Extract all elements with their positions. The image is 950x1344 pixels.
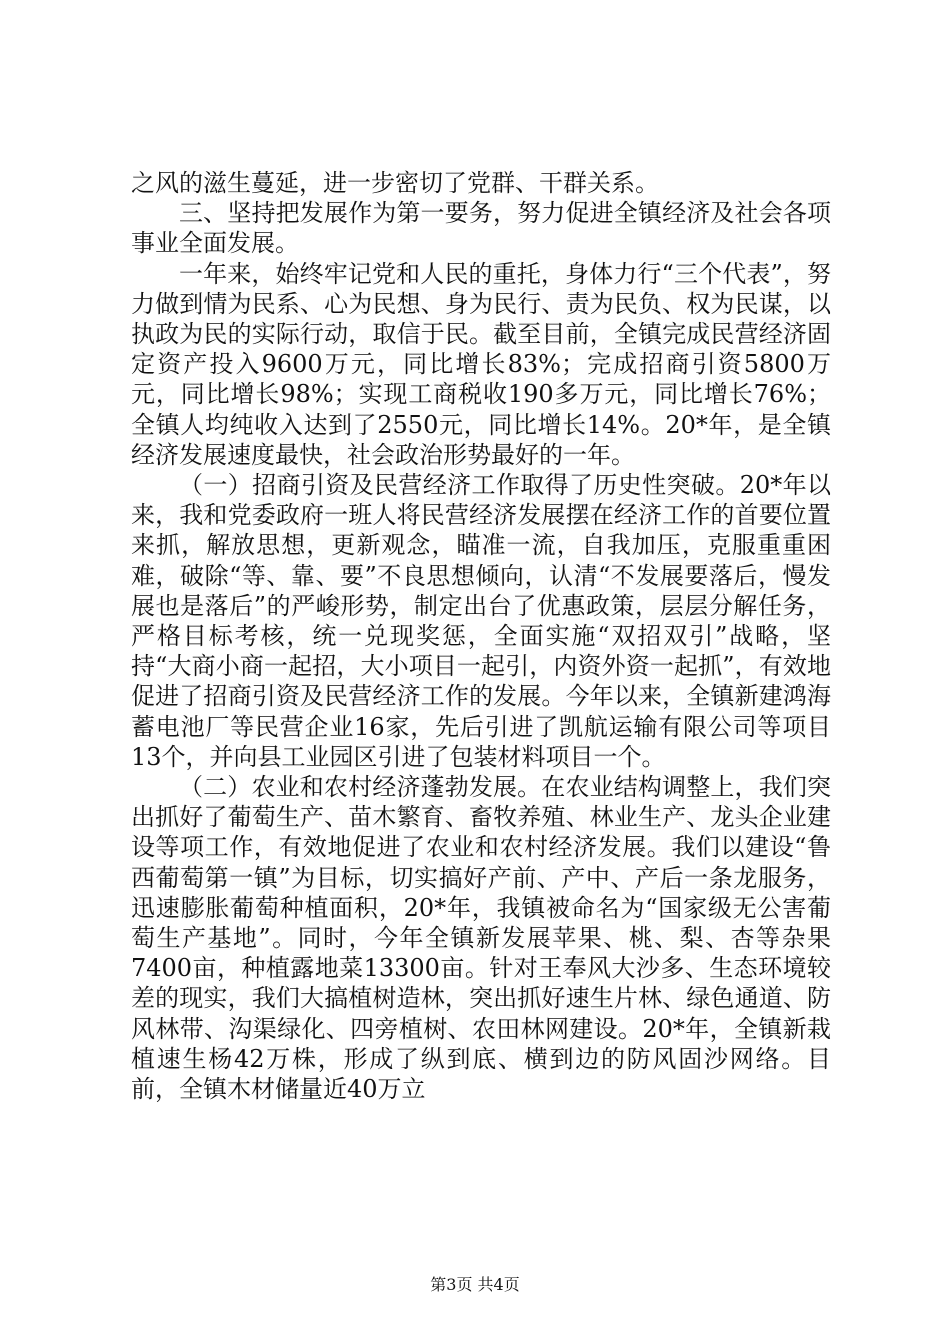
- paragraph-investment: （一）招商引资及民营经济工作取得了历史性突破。20*年以来，我和党委政府一班人将民营经济发展摆在经济工作的首要位置来抓，解放思想，更新观念，瞄准一流，自我加压，克服重重困难，破除“等、靠、要”不良思想倾向，认清“不发展要落后，慢发展也是落后”的严峻形势，制定出台了优惠政策，层层分解任务，严格目标考核，统一兑现奖惩，全面实施“双招双引”战略，坚持“大商小商一起招，大小项目一起引，内资外资一起抓”，有效地促进了招商引资及民营经济工作的发展。今年以来，全镇新建鸿海蓄电池厂等民营企业16家，先后引进了凯航运输有限公司等项目13个，并向县工业园区引进了包装材料项目一个。: [131, 471, 831, 771]
- page-footer: 第3页 共4页: [430, 1275, 520, 1294]
- document-body: [131, 168, 831, 1104]
- section-heading-three: 三、坚持把发展作为第一要务，努力促进全镇经济及社会各项事业全面发展。: [131, 199, 831, 258]
- paragraph-continuation: 之风的滋生蔓延，进一步密切了党群、干群关系。: [131, 169, 659, 197]
- paragraph-agriculture: （二）农业和农村经济蓬勃发展。在农业结构调整上，我们突出抓好了葡萄生产、苗木繁育、畜牧养殖、林业生产、龙头企业建设等项工作，有效地促进了农业和农村经济发展。我们以建设“鲁西葡萄第一镇”为目标，切实搞好产前、产中、产后一条龙服务，迅速膨胀葡萄种植面积，20*年，我镇被命名为“国家级无公害葡萄生产基地”。同时，今年全镇新发展苹果、桃、梨、杏等杂果7400亩，种植露地菜13300亩。针对王奉风大沙多、生态环境较差的现实，我们大搞植树造林，突出抓好速生片林、绿色通道、防风林带、沟渠绿化、四旁植树、农田林网建设。20*年，全镇新栽植速生杨42万株，形成了纵到底、横到边的防风固沙网络。目前，全镇木材储量近40万立: [131, 773, 831, 1104]
- paragraph-summary: 一年来，始终牢记党和人民的重托，身体力行“三个代表”，努力做到情为民系、心为民想、身为民行、责为民负、权为民谋，以执政为民的实际行动，取信于民。截至目前，全镇完成民营经济固定资产投入9600万元，同比增长83%；完成招商引资5800万元，同比增长98%；实现工商税收190多万元，同比增长76%；全镇人均纯收入达到了2550元，同比增长14%。20*年，是全镇经济发展速度最快，社会政治形势最好的一年。: [131, 259, 831, 469]
